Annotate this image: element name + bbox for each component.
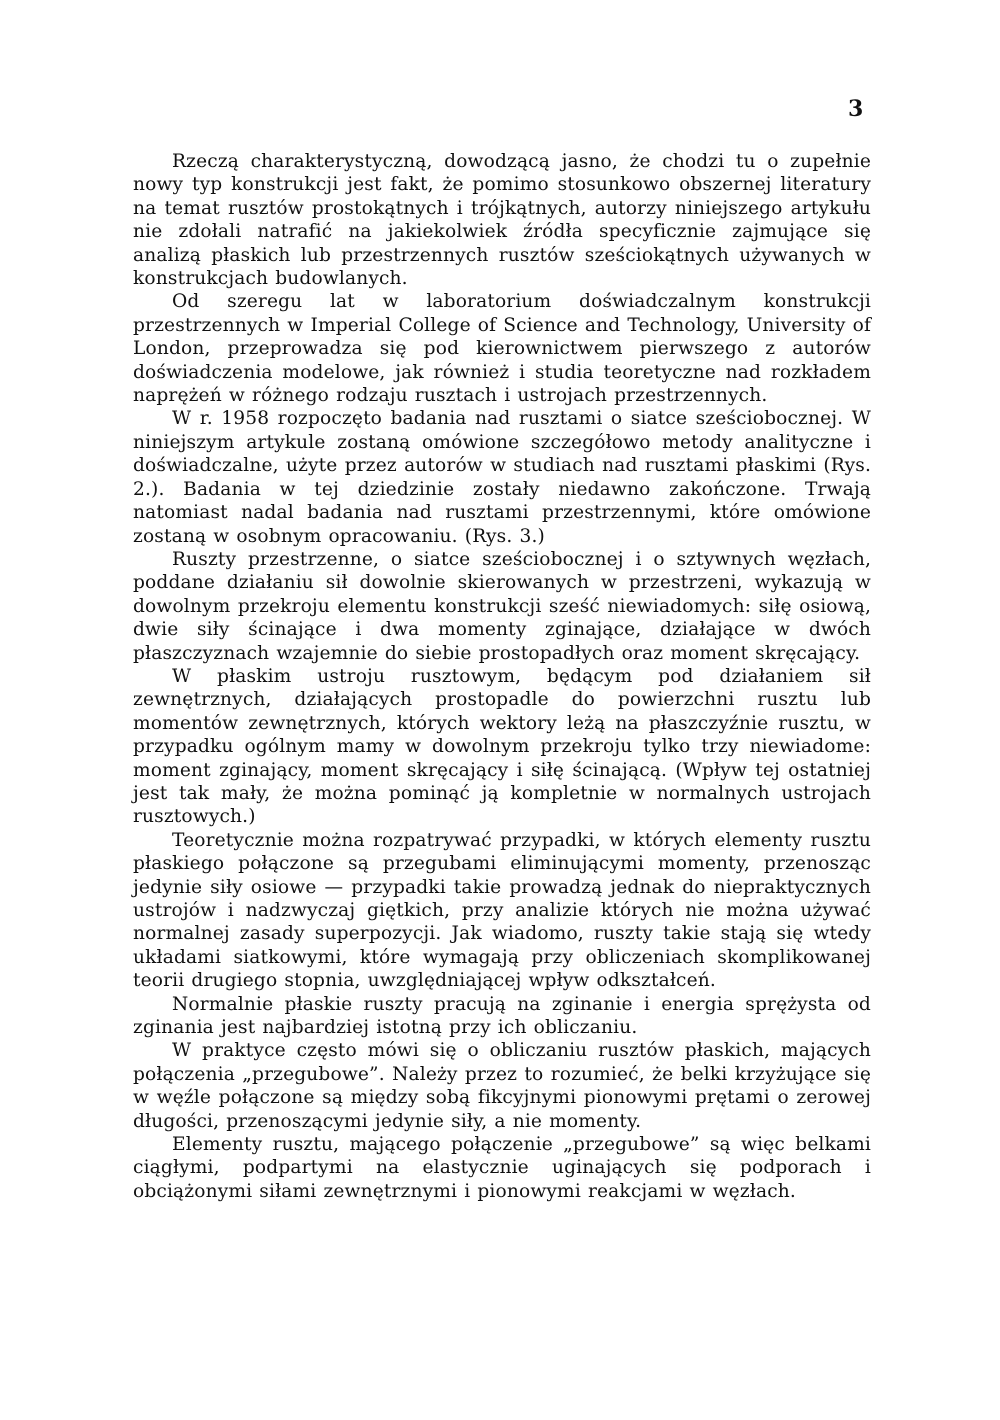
paragraph-7: Normalnie płaskie ruszty pracują na zginanie i energia sprężysta od zginania jest najbardziej istotną przy ich obliczaniu. bbox=[133, 993, 871, 1039]
paragraph-4: Ruszty przestrzenne, o siatce sześciobocznej i o sztywnych węzłach, poddane działaniu sił dowolnie skierowanych w przestrzeni, wykazują w dowolnym przekroju elementu konstrukcji sześć niewiadomych: siłę osiową, dwie siły ścinające i dwa momenty zginające, działające w dwóch płaszczyznach wzajemnie do siebie prostopadłych oraz moment skręcający. bbox=[133, 548, 871, 664]
paragraph-2: Od szeregu lat w laboratorium doświadczalnym konstrukcji przestrzennych w Imperial College of Science and Technology, University of London, przeprowadza się pod kierownictwem pierwszego z autorów doświadczenia modelowe, jak również i studia teoretyczne nad rozkładem naprężeń w różnego rodzaju rusztach i ustrojach przestrzennych. bbox=[133, 291, 871, 407]
paragraph-3: W r. 1958 rozpoczęto badania nad rusztami o siatce sześciobocznej. W niniejszym artykule zostaną omówione szczegółowo metody analityczne i doświadczalne, użyte przez autorów w studiach nad rusztami płaskimi (Rys. 2.). Badania w tej dziedzinie zostały niedawno zakończone. Trwają natomiast nadal badania nad rusztami przestrzennymi, które omówione zostaną w osobnym opracowaniu. (Rys. 3.) bbox=[133, 408, 871, 547]
page-number: 3 bbox=[848, 96, 864, 122]
paragraph-6: Teoretycznie można rozpatrywać przypadki, w których elementy rusztu płaskiego połączone są przegubami eliminującymi momenty, przenosząc jedynie siły osiowe — przypadki takie prowadzą jednak do niepraktycznych ustrojów i nadzwyczaj giętkich, przy analizie których nie można używać normalnej zasady superpozycji. Jak wiadomo, ruszty takie stają się wtedy układami siatkowymi, które wymagają przy obliczeniach skomplikowanej teorii drugiego stopnia, uwzględniającej wpływ odkształceń. bbox=[133, 829, 871, 992]
body-text bbox=[133, 150, 871, 1203]
paragraph-8: W praktyce często mówi się o obliczaniu rusztów płaskich, mających połączenia „przegubowe”. Należy przez to rozumieć, że belki krzyżujące się w węźle połączone są między sobą fikcyjnymi pionowymi prętami o zerowej długości, przenoszącymi jedynie siły, a nie momenty. bbox=[133, 1040, 871, 1132]
paragraph-5: W płaskim ustroju rusztowym, będącym pod działaniem sił zewnętrznych, działających prostopadle do powierzchni rusztu lub momentów zewnętrznych, których wektory leżą na płaszczyźnie rusztu, w przypadku ogólnym mamy w dowolnym przekroju tylko trzy niewiadome: moment zginający, moment skręcający i siłę ścinającą. (Wpływ tej ostatniej jest tak mały, że można pominąć ją kompletnie w normalnych ustrojach rusztowych.) bbox=[133, 665, 871, 828]
paragraph-9: Elementy rusztu, mającego połączenie „przegubowe” są więc belkami ciągłymi, podpartymi na elastycznie uginających się podporach i obciążonymi siłami zewnętrznymi i pionowymi reakcjami w węzłach. bbox=[133, 1134, 871, 1202]
paragraph-1: Rzeczą charakterystyczną, dowodzącą jasno, że chodzi tu o zupełnie nowy typ konstrukcji jest fakt, że pomimo stosunkowo obszernej literatury na temat rusztów prostokątnych i trójkątnych, autorzy niniejszego artykułu nie zdołali natrafić na jakiekolwiek źródła specyficznie zajmujące się analizą płaskich lub przestrzennych rusztów sześciokątnych używanych w konstrukcjach budowlanych. bbox=[133, 151, 871, 290]
